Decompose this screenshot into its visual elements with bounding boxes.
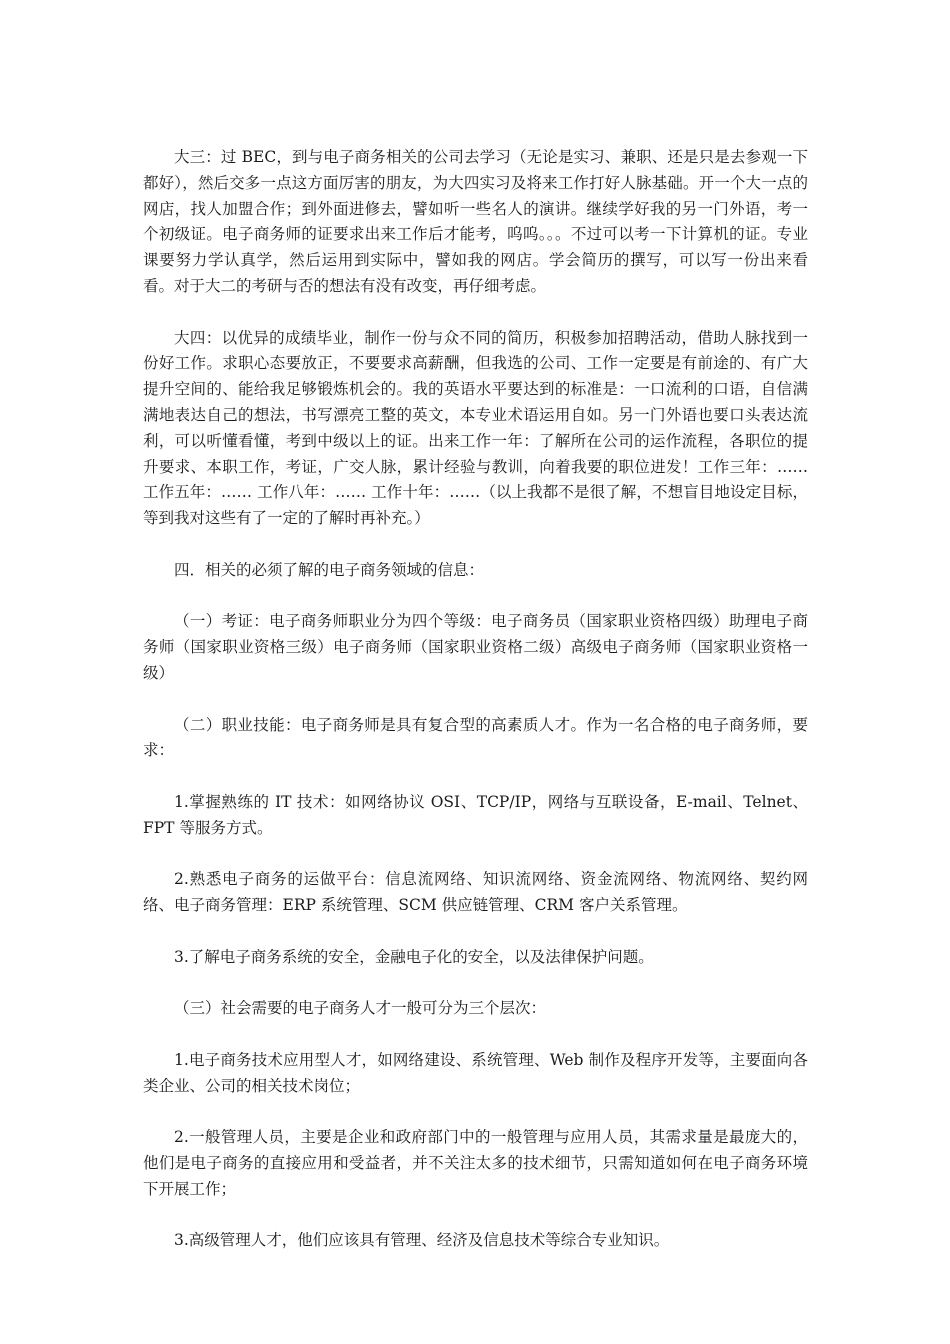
document-page bbox=[143, 145, 808, 1280]
list-item-security: 3.了解电子商务系统的安全，金融电子化的安全，以及法律保护问题。 bbox=[174, 947, 654, 966]
paragraph-talent-levels: （三）社会需要的电子商务人才一般可分为三个层次： bbox=[174, 999, 547, 1018]
paragraph-professional-skills: （二）职业技能：电子商务师是具有复合型的高素质人才。作为一名合格的电子商务师，要求： bbox=[143, 715, 808, 760]
paragraph-junior-year-plan: 大三：过 BEC，到与电子商务相关的公司去学习（无论是实习、兼职、还是只是去参观一下都好），然后交多一点这方面厉害的朋友，为大四实习及将来工作打好人脉基础。开一个大一点的网店，找人加盟合作；到外面进修去，譬如听一些名人的演讲。继续学好我的另一门外语，考一个初级证。电子商务师的证要求出来工作后才能考，呜呜。。。不过可以考一下计算机的证。专业课要努力学认真学，然后运用到实际中，譬如我的网店。学会简历的撰写，可以写一份出来看看。对于大二的考研与否的想法有没有改变，再仔细考虑。 bbox=[143, 148, 808, 295]
paragraph-certification: （一）考证：电子商务师职业分为四个等级：电子商务员（国家职业资格四级）助理电子商务师（国家职业资格三级）电子商务师（国家职业资格二级）高级电子商务师（国家职业资格一级） bbox=[143, 612, 808, 682]
list-item-senior-managers: 3.高级管理人才，他们应该具有管理、经济及信息技术等综合专业知识。 bbox=[174, 1231, 670, 1250]
list-item-it-skills: 1.掌握熟练的 IT 技术：如网络协议 OSI、TCP/IP，网络与互联设备，E-mail、Telnet、FPT 等服务方式。 bbox=[143, 792, 808, 837]
section-heading-ecommerce-info: 四．相关的必须了解的电子商务领域的信息： bbox=[174, 560, 485, 579]
paragraph-senior-year-plan: 大四：以优异的成绩毕业，制作一份与众不同的简历，积极参加招聘活动，借助人脉找到一份好工作。求职心态要放正，不要要求高薪酬，但我选的公司、工作一定要是有前途的、有广大提升空间的、能给我足够锻炼机会的。我的英语水平要达到的标准是：一口流利的口语，自信满满地表达自己的想法，书写漂亮工整的英文，本专业术语运用自如。另一门外语也要口头表达流利，可以听懂看懂，考到中级以上的证。出来工作一年：了解所在公司的运作流程，各职位的提升要求、本职工作，考证，广交人脉，累计经验与教训，向着我要的职位进发！工作三年：…… 工作五年：…… 工作八年：…… 工作十年：……（以上我都不是很了解，不想盲目地设定目标，等到我对这些有了一定的了解时再补充。） bbox=[143, 328, 808, 528]
list-item-general-managers: 2.一般管理人员，主要是企业和政府部门中的一般管理与应用人员，其需求量是最庞大的，他们是电子商务的直接应用和受益者，并不关注太多的技术细节，只需知道如何在电子商务环境下开展工作； bbox=[143, 1128, 808, 1198]
list-item-technical-talent: 1.电子商务技术应用型人才，如网络建设、系统管理、Web 制作及程序开发等，主要面向各类企业、公司的相关技术岗位； bbox=[143, 1050, 808, 1095]
list-item-platforms: 2.熟悉电子商务的运做平台：信息流网络、知识流网络、资金流网络、物流网络、契约网络、电子商务管理：ERP 系统管理、SCM 供应链管理、CRM 客户关系管理。 bbox=[143, 870, 808, 915]
